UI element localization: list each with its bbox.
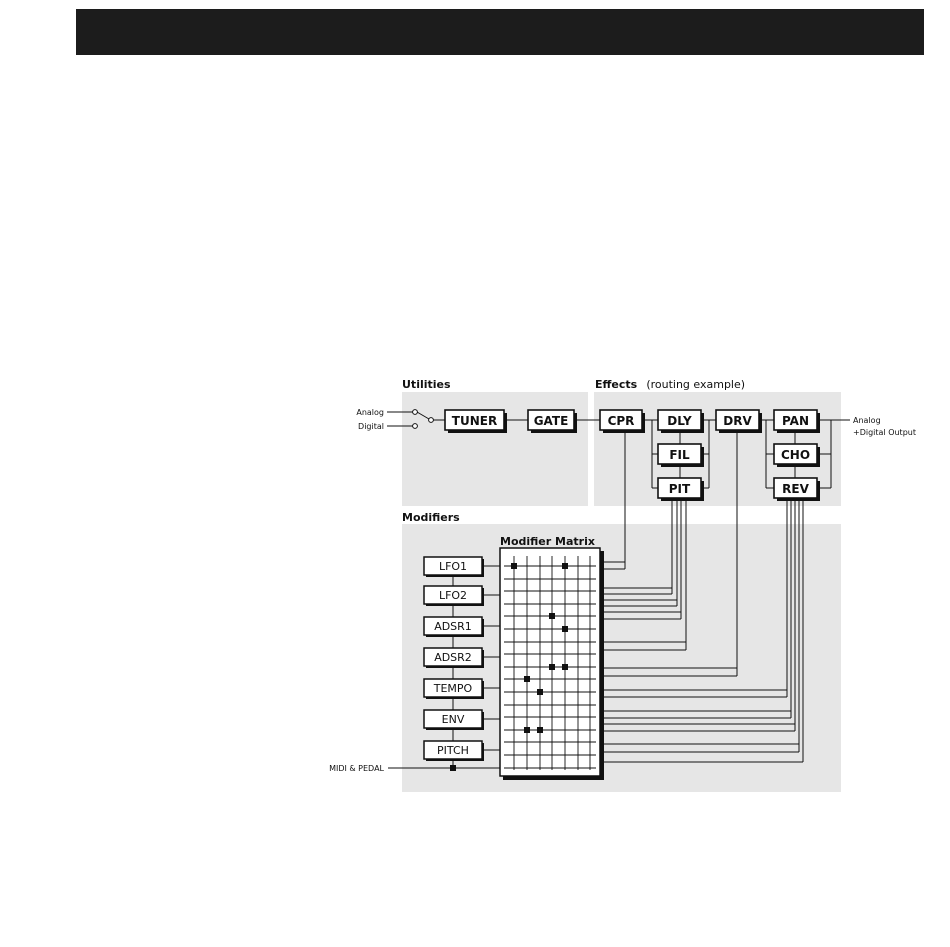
effects-title-group	[595, 373, 745, 392]
dly-label: DLY	[667, 414, 692, 428]
gate-label: GATE	[533, 414, 569, 428]
drv-label: DRV	[723, 414, 752, 428]
matrix-node	[562, 626, 568, 632]
pit-label: PIT	[668, 482, 691, 496]
drv-block[interactable]	[716, 410, 762, 433]
modifier-lfo2-label: LFO2	[438, 589, 468, 602]
modifier-pitch-label: PITCH	[437, 744, 469, 757]
matrix-node	[562, 563, 568, 569]
midi-pedal-label: MIDI & PEDAL	[329, 764, 384, 773]
matrix-node	[549, 664, 555, 670]
cho-block[interactable]	[774, 444, 820, 467]
pan-label: PAN	[781, 414, 810, 428]
modifier-matrix-title: Modifier Matrix	[500, 535, 595, 548]
input-digital-label: Digital	[358, 422, 384, 431]
utilities-panel	[402, 392, 588, 506]
tuner-label: TUNER	[451, 414, 498, 428]
matrix-node	[511, 563, 517, 569]
matrix-node	[562, 664, 568, 670]
effects-subtitle: (routing example)	[646, 378, 746, 391]
output-label-analog: Analog	[853, 416, 881, 425]
dly-block[interactable]	[658, 410, 704, 433]
effects-title: Effects	[595, 378, 638, 391]
cpr-label: CPR	[607, 414, 635, 428]
modifiers-title: Modifiers	[402, 511, 460, 524]
pit-block[interactable]	[658, 478, 704, 501]
modifier-adsr2-label: ADSR2	[434, 651, 472, 664]
matrix-node	[524, 727, 530, 733]
cpr-block[interactable]	[600, 410, 645, 433]
rev-label: REV	[782, 482, 809, 496]
fil-label: FIL	[669, 448, 690, 462]
output-label-digital: +Digital Output	[853, 428, 916, 437]
matrix-node	[537, 727, 543, 733]
matrix-node	[524, 676, 530, 682]
modifier-matrix	[500, 548, 604, 780]
fil-block[interactable]	[658, 444, 704, 467]
matrix-node	[549, 613, 555, 619]
tuner-block[interactable]	[445, 410, 507, 433]
matrix-node	[537, 689, 543, 695]
cho-label: CHO	[780, 448, 811, 462]
rev-block[interactable]	[774, 478, 820, 501]
gate-block[interactable]	[528, 410, 577, 433]
modifier-lfo1-label: LFO1	[438, 560, 468, 573]
modifier-adsr1-label: ADSR1	[434, 620, 472, 633]
pan-block[interactable]	[774, 410, 820, 433]
modifier-env-label: ENV	[441, 713, 465, 726]
modifier-tempo-label: TEMPO	[433, 682, 473, 695]
input-analog-label: Analog	[356, 408, 384, 417]
utilities-title: Utilities	[402, 378, 451, 391]
